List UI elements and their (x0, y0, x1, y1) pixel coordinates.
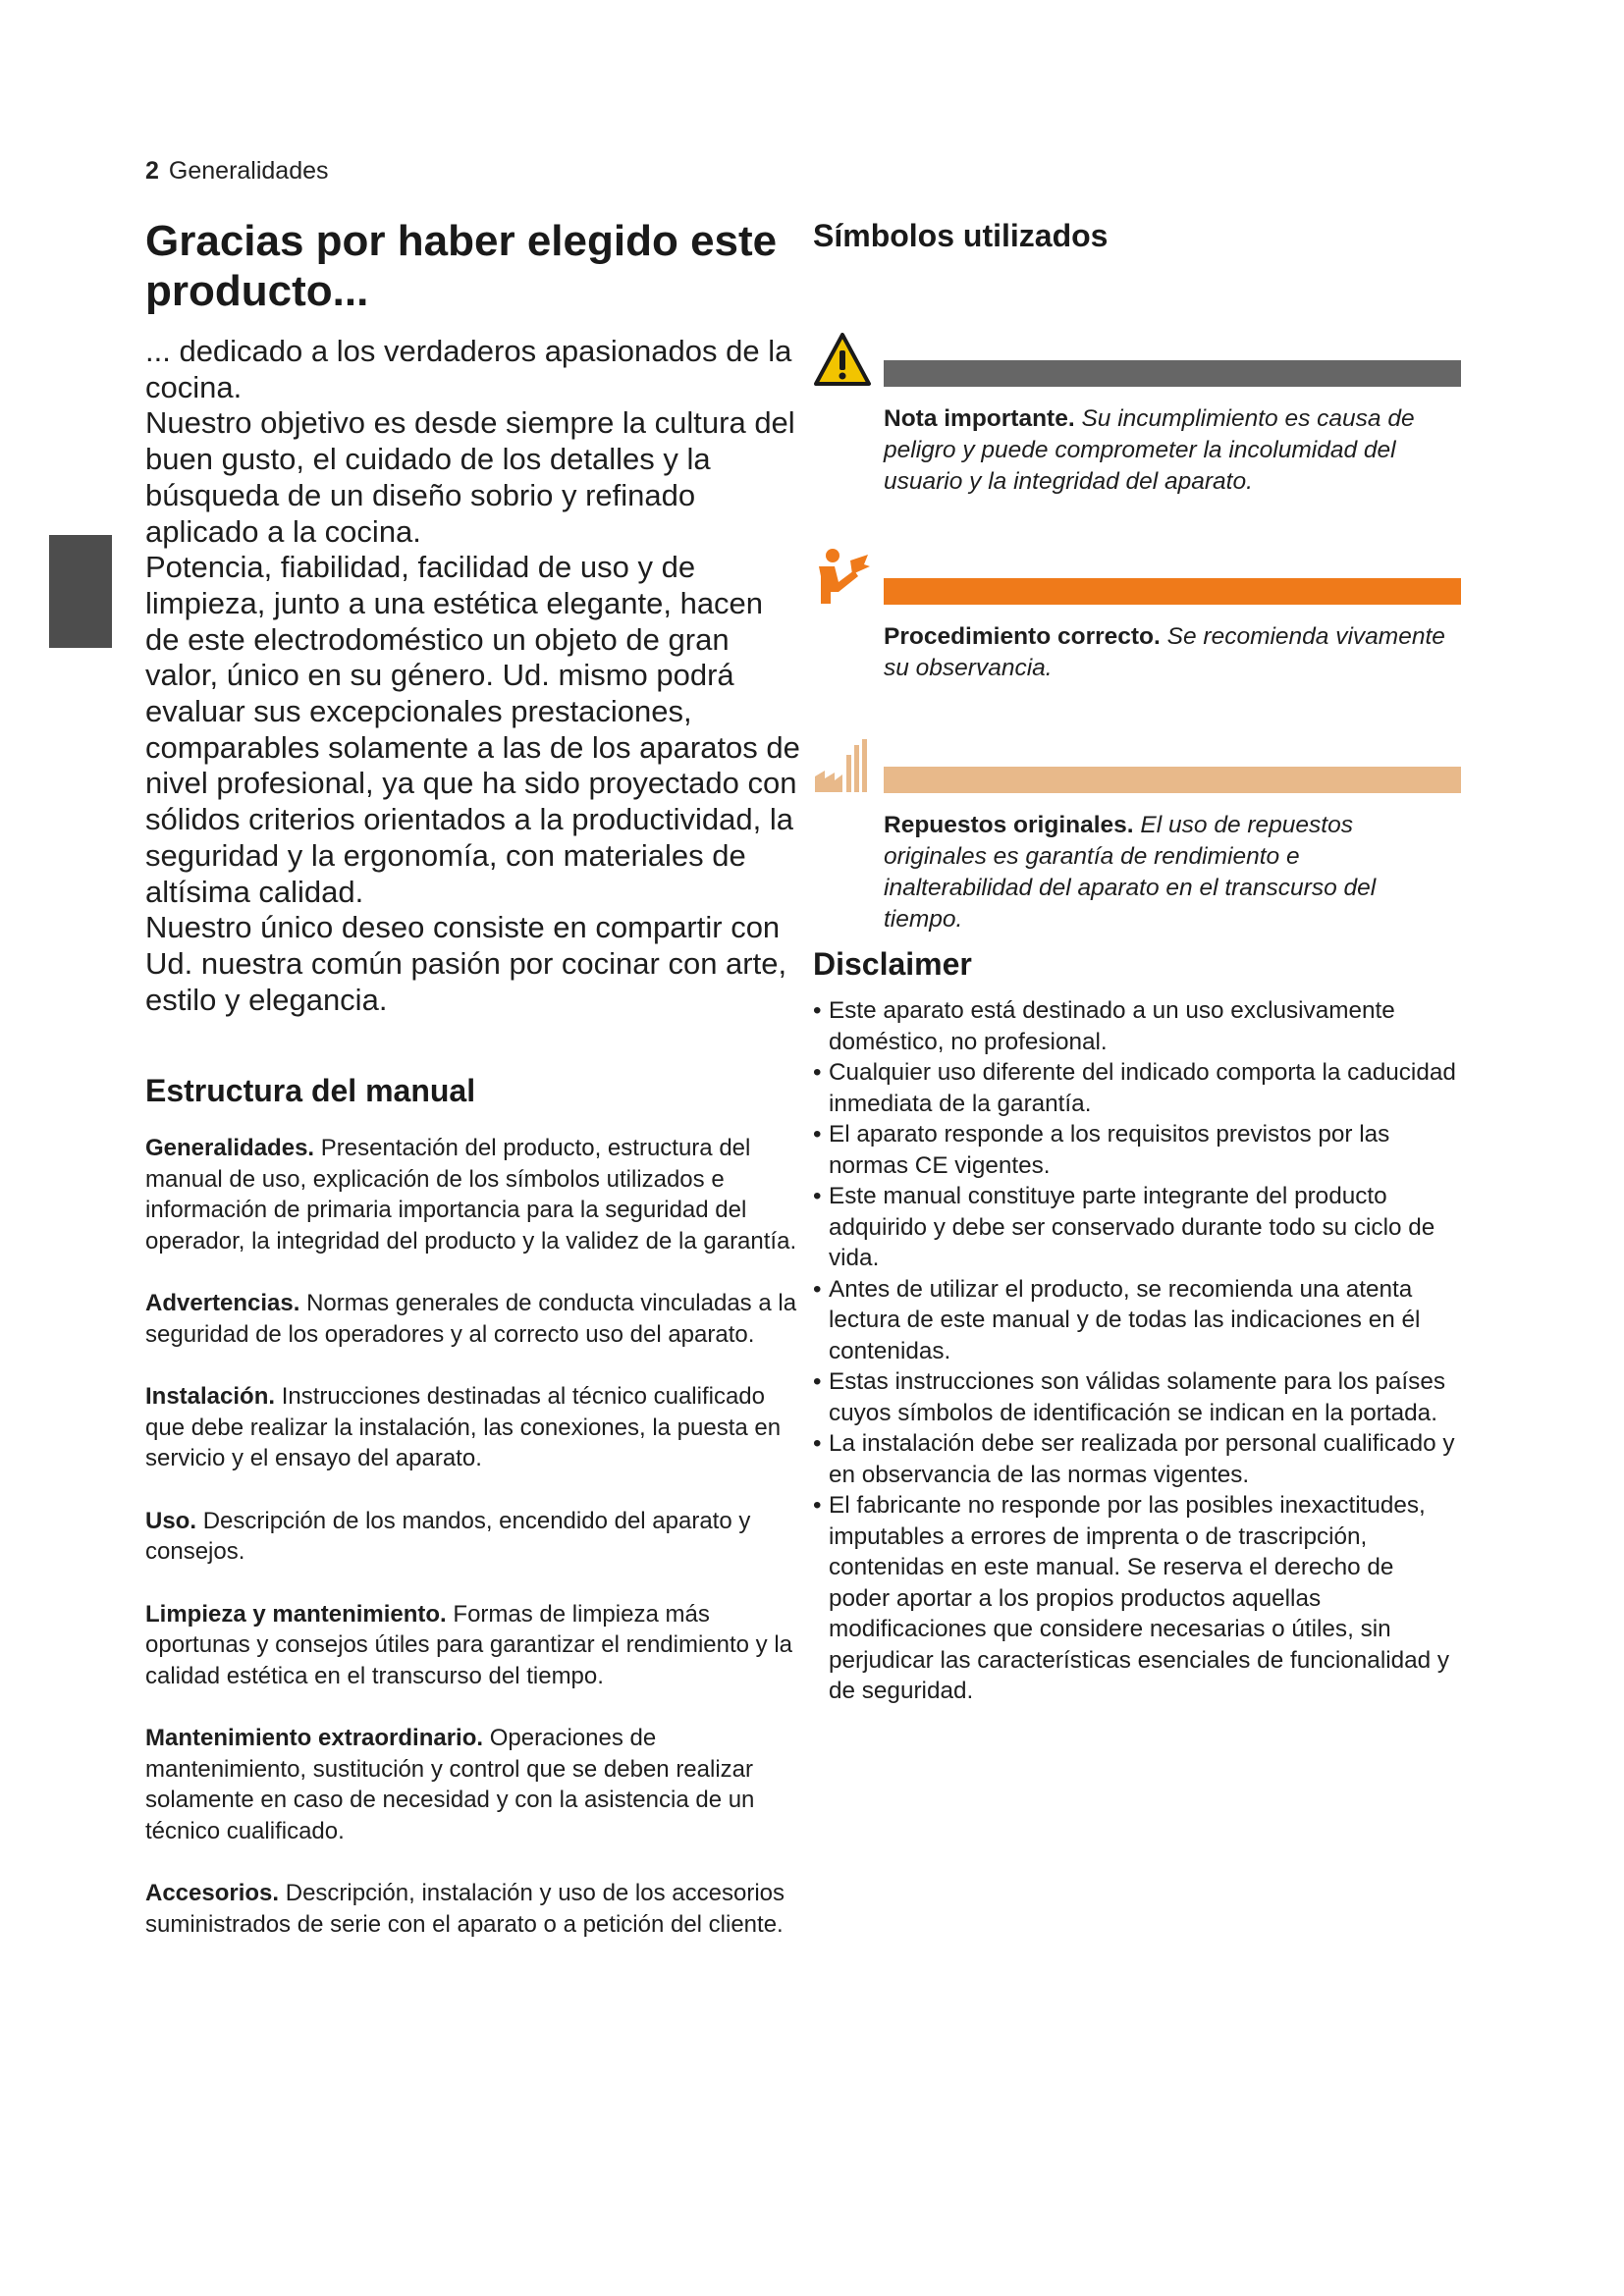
structure-item (145, 1381, 803, 1474)
disclaimer-list (813, 995, 1461, 1707)
chapter-tab (49, 535, 112, 648)
symbol-term: Repuestos originales. (884, 812, 1134, 838)
disclaimer-item: • El fabricante no responde por las posibles inexactitudes, imputables a errores de imprenta o de trascripción, contenidas en este manual. Se reserva el derecho de poder aportar a los propios productos aquellas modificaciones que considere necesarias o útiles, sin perjudicar las características esenciales de funcionalidad y de seguridad. (813, 1490, 1461, 1707)
structure-term: Uso. (145, 1507, 197, 1534)
structure-desc: Normas generales de conducta vinculadas a la seguridad de los operadores y al correcto uso del aparato. (145, 1290, 797, 1348)
symbol-term: Nota importante. (884, 405, 1075, 432)
structure-desc: Presentación del producto, estructura del manual de uso, explicación de los símbolos utilizados e información de primaria importancia para la seguridad del operador, la integridad del producto y la validez de la garantía. (145, 1135, 797, 1255)
disclaimer-item: • Este manual constituye parte integrante del producto adquirido y debe ser conservado durante todo su ciclo de vida. (813, 1181, 1461, 1274)
disclaimer-item: • El aparato responde a los requisitos previstos por las normas CE vigentes. (813, 1119, 1461, 1181)
symbol-bar (884, 767, 1461, 793)
structure-item (145, 1723, 803, 1846)
disclaimer-item: • La instalación debe ser realizada por personal cualificado y en observancia de las normas vigentes. (813, 1428, 1461, 1490)
page-header (145, 157, 329, 186)
symbol-text (884, 810, 1453, 935)
warning-triangle-icon (813, 331, 872, 390)
structure-item (145, 1878, 803, 1940)
symbols-heading: Símbolos utilizados (813, 218, 1109, 253)
structure-item (145, 1599, 803, 1692)
symbol-desc: El uso de repuestos originales es garantía de rendimiento e inalterabilidad del aparato en el transcurso del tiempo. (884, 812, 1377, 933)
structure-desc: Descripción de los mandos, encendido del aparato y consejos. (145, 1507, 751, 1566)
disclaimer-heading: Disclaimer (813, 946, 972, 982)
structure-item (145, 1506, 803, 1568)
intro-paragraph: Nuestro objetivo es desde siempre la cultura del buen gusto, el cuidado de los detalles y la búsqueda de un diseño sobrio y refinado aplicado a la cocina. (145, 405, 795, 549)
symbol-term: Procedimiento correcto. (884, 623, 1161, 650)
disclaimer-item: • Este aparato está destinado a un uso exclusivamente doméstico, no profesional. (813, 995, 1461, 1057)
page-title: Gracias por haber elegido este producto... (145, 217, 778, 315)
intro-paragraph: Potencia, fiabilidad, facilidad de uso y de limpieza, junto a una estética elegante, hacen de este electrodoméstico un objeto de gran valor, único en su género. Ud. mismo podrá evaluar sus excepcionales prestaciones, comparables solamente a las de los aparatos de nivel profesional, ya que ha sido proyectado con sólidos criterios orientados a la productividad, la seguridad y la ergonomía, con materiales de altísima calidad. (145, 550, 800, 909)
structure-desc: Descripción, instalación y uso de los accesorios suministrados de serie con el aparato o a petición del cliente. (145, 1880, 785, 1938)
structure-term: Generalidades. (145, 1135, 315, 1162)
symbol-desc: Su incumplimiento es causa de peligro y puede comprometer la incolumidad del usuario y la integridad del aparato. (884, 405, 1415, 495)
symbol-desc: Se recomienda vivamente su observancia. (884, 623, 1445, 681)
structure-item (145, 1133, 803, 1256)
factory-parts-icon (813, 737, 872, 796)
intro-paragraph: Nuestro único deseo consiste en compartir con Ud. nuestra común pasión por cocinar con arte, estilo y elegancia. (145, 910, 787, 1017)
structure-term: Limpieza y mantenimiento. (145, 1600, 447, 1628)
page-number: 2 (145, 157, 159, 185)
right-column (813, 218, 1461, 1704)
structure-item (145, 1288, 803, 1350)
disclaimer-item: • Antes de utilizar el producto, se recomienda una atenta lectura de este manual y de todas las indicaciones en él contenidas. (813, 1274, 1461, 1367)
structure-term: Instalación. (145, 1383, 276, 1411)
structure-desc: Formas de limpieza más oportunas y consejos útiles para garantizar el rendimiento y la calidad estética en el transcurso del tiempo. (145, 1600, 793, 1689)
intro-paragraph: ... dedicado a los verdaderos apasionados de la cocina. (145, 334, 792, 404)
structure-term: Mantenimiento extraordinario. (145, 1725, 484, 1752)
structure-term: Advertencias. (145, 1290, 300, 1317)
section-title: Generalidades (168, 157, 329, 185)
structure-term: Accesorios. (145, 1880, 280, 1907)
disclaimer-item: • Cualquier uso diferente del indicado comporta la caducidad inmediata de la garantía. (813, 1057, 1461, 1119)
structure-desc: Instrucciones destinadas al técnico cualificado que debe realizar la instalación, las conexiones, la puesta en servicio y el ensayo del aparato. (145, 1383, 782, 1472)
left-column (145, 216, 803, 1971)
symbol-text (884, 621, 1453, 684)
structure-heading: Estructura del manual (145, 1073, 476, 1109)
symbol-bar (884, 360, 1461, 387)
chef-procedure-icon (813, 547, 872, 606)
symbol-text (884, 403, 1453, 498)
intro-text (145, 334, 803, 1018)
structure-desc: Operaciones de mantenimiento, sustitución y control que se deben realizar solamente en caso de necesidad y con la asistencia de un técnico cualificado. (145, 1725, 755, 1844)
disclaimer-item: • Estas instrucciones son válidas solamente para los países cuyos símbolos de identificación se indican en la portada. (813, 1366, 1461, 1428)
symbol-bar (884, 578, 1461, 605)
